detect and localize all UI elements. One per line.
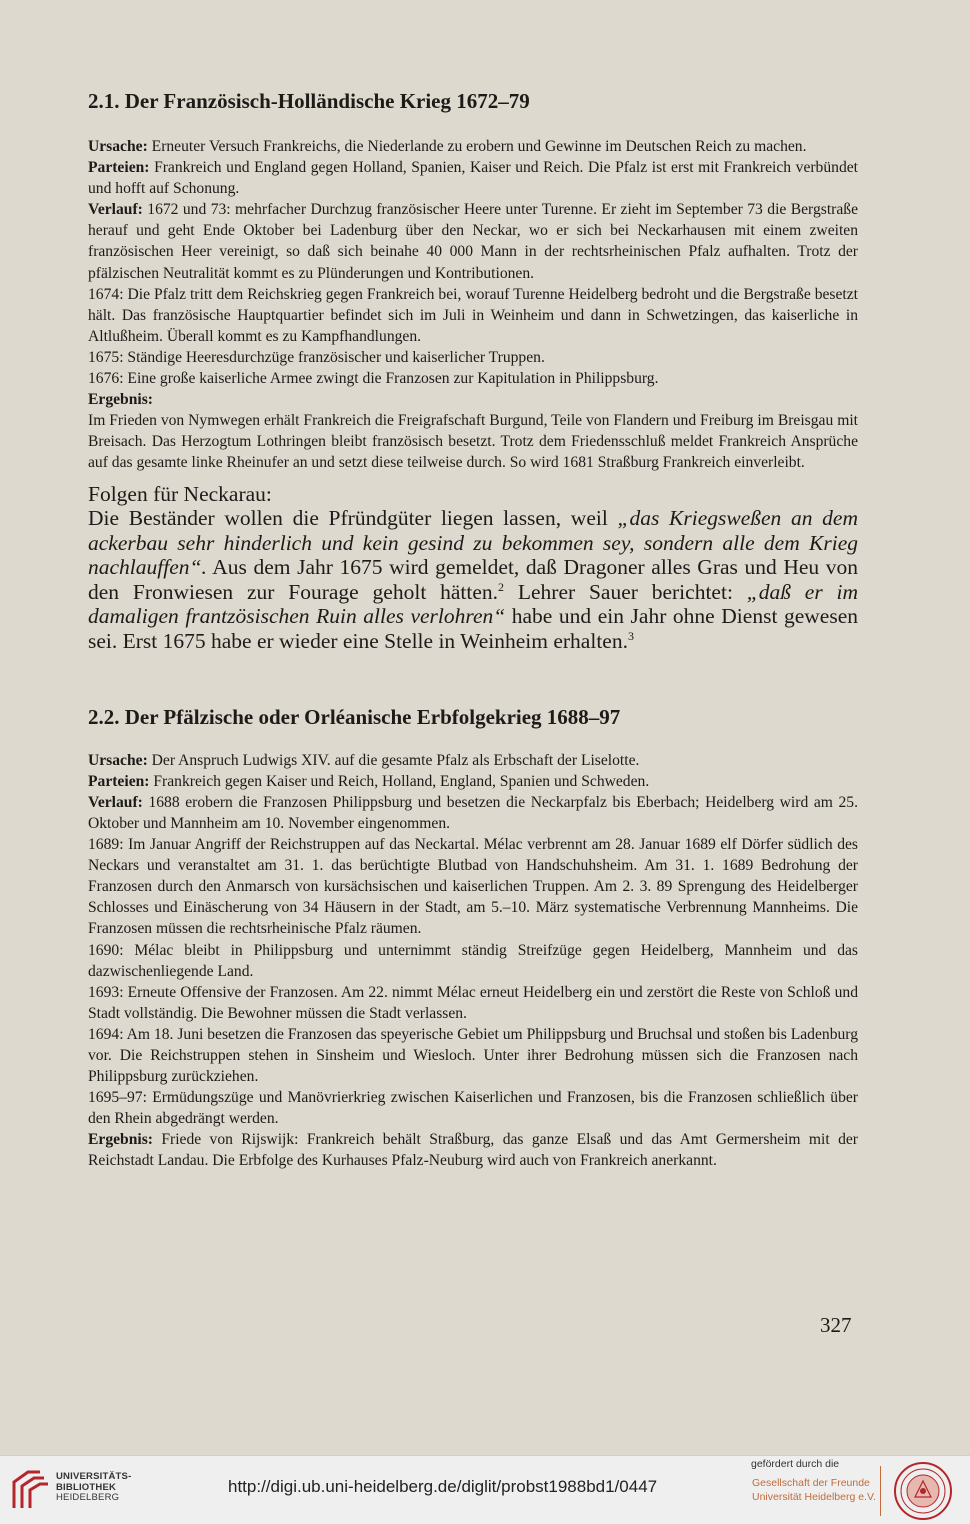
label-verlauf: Verlauf: xyxy=(88,201,143,219)
paragraph-parteien-1 xyxy=(88,157,858,199)
paragraph-ergebnis-1: Im Frieden von Nymwegen erhält Frankreich die Freigrafschaft Burgund, Teile von Flandern und Freiburg im Breisgau mit Breisach. Das Herzogtum Lothringen bleibt französisch besetzt. Trotz dem Friedensschluß meldet Frankreich Ansprüche auf das gesamte linke Rheinufer an und setzt diese teilweise durch. So wird 1681 Straßburg Frankreich einverleibt. xyxy=(88,412,858,472)
footnote-ref-3: 3 xyxy=(627,628,634,643)
folgen-paragraph: Die Beständer wollen die Pfründgüter liegen lassen, weil „das Kriegsweßen an dem ackerbau sehr hinderlich und kein gesind zu bekommen sey, sondern alle dem Krieg nachlauffen“. Aus dem Jahr 1675 wird gemeldet, daß Dragoner alles Gras und Heu von den Fronwiesen zur Fourage geholt hätten.$^2$ Lehrer Sauer berichtet: „daß er im damaligen frantzösischen Ruin alles verlohren“ habe und ein Jahr ohne Dienst gewesen sei. Erst 1675 habe er wieder eine Stelle in Weinheim erhalten.$^3$ xyxy=(88,506,859,654)
paragraph-1674: 1674: Die Pfalz tritt dem Reichskrieg gegen Frankreich bei, worauf Turenne Heidelberg bedroht und die Bergstraße besetzt hält. Das französische Hauptquartier befindet sich im Juli in Weinheim und dann in Schwetzingen, das kaiserliche in Altlußheim. Überall kommt es zu Kampfhandlungen. xyxy=(88,285,858,345)
quote-kriegswesen: „das Kriegsweßen an dem ackerbau sehr hinderlich und kein gesind zu bekommen sey, sondern alle dem Krieg nachlauffen“. xyxy=(88,506,858,580)
footer-bar xyxy=(0,1455,970,1524)
text-ursache: Erneuter Versuch Frankreichs, die Niederlande zu erobern und Gewinne im Deutschen Reich zu machen. xyxy=(147,138,807,155)
paragraph-1689: 1689: Im Januar Angriff der Reichstruppen auf das Neckartal. Mélac verbrennt am 28. Januar 1689 elf Dörfer südlich des Neckars und veranstaltet am 31. 1. das berüchtigte Blutbad von Handschuhsheim. Am 31. 1. 1689 Bedrohung der Franzosen durch den Anmarsch von kursächsischen und kaiserlichen Truppen. Am 2. 3. 89 Sprengung des Heidelberger Schlosses und Einäscherung von 34 Häusern in der Stadt, am 5.–10. März systematische Verbrennung Mannheims. Die Franzosen müssen die rechtsrheinische Pfalz räumen. xyxy=(88,836,858,938)
section-heading-2-2: 2.2. Der Pfälzische oder Orléanische Erbfolgekrieg 1688–97 xyxy=(88,704,621,729)
library-name: UNIVERSITÄTS- BIBLIOTHEK HEIDELBERG xyxy=(56,1471,132,1503)
sponsor-name[interactable]: Gesellschaft der Freunde Universität Heidelberg e.V. xyxy=(752,1477,876,1503)
paragraph-1675: 1675: Ständige Heeresdurchzüge französischer und kaiserlicher Truppen. xyxy=(88,348,545,366)
footnote-ref-2: 2 xyxy=(498,579,505,594)
paragraph-1690: 1690: Mélac bleibt in Philippsburg und unternimmt ständig Streifzüge gegen Heidelberg, Mannheim und das dazwischenliegende Land. xyxy=(88,941,858,980)
library-logo-icon[interactable] xyxy=(10,1468,50,1512)
text-parteien: Frankreich und England gegen Holland, Spanien, Kaiser und Reich. Die Pfalz ist erst mit Frankreich verbündet und hofft auf Schonung. xyxy=(88,159,858,198)
paragraph-verlauf-1 xyxy=(88,199,858,283)
paragraph-ursache-1 xyxy=(88,136,858,157)
university-seal-icon xyxy=(893,1461,953,1521)
paragraph-ursache-2: Ursache: Der Anspruch Ludwigs XIV. auf die gesamte Pfalz als Erbschaft der Liselotte. xyxy=(88,751,640,769)
page-number: 327 xyxy=(820,1313,852,1337)
label-ursache: Ursache: xyxy=(88,138,148,155)
page-content xyxy=(88,88,858,1172)
sponsor-label: gefördert durch die xyxy=(751,1458,840,1470)
paragraph-ergebnis-2: Ergebnis: Friede von Rijswijk: Frankreich behält Straßburg, das ganze Elsaß und das Amt Germersheim mit der Reichstadt Landau. Die Erbfolge des Kurhauses Pfalz-Neuburg wird auch von Frankreich anerkannt. xyxy=(88,1131,858,1170)
section-heading-2-1: 2.1. Der Französisch-Holländische Krieg 1672–79 xyxy=(88,89,530,113)
paragraph-1676: 1676: Eine große kaiserliche Armee zwingt die Franzosen zur Kapitulation in Philippsburg. xyxy=(88,370,659,388)
folgen-title: Folgen für Neckarau: xyxy=(88,481,272,506)
permalink-url[interactable]: http://digi.ub.uni-heidelberg.de/diglit/probst1988bd1/0447 xyxy=(228,1477,658,1496)
paragraph-verlauf-2: Verlauf: 1688 erobern die Franzosen Philippsburg und besetzen die Neckarpfalz bis Eberbach; Heidelberg wird am 25. Oktober und Mannheim am 10. November eingenommen. xyxy=(88,793,858,832)
paragraph-1695-97: 1695–97: Ermüdungszüge und Manövrierkrieg zwischen Kaiserlichen und Franzosen, bis die Franzosen schließlich über den Rhein abgedrängt werden. xyxy=(88,1089,858,1128)
label-parteien: Parteien: xyxy=(88,159,150,177)
label-ergebnis-1: Ergebnis: xyxy=(88,391,153,409)
text-verlauf: 1672 und 73: mehrfacher Durchzug französischer Heere unter Turenne. Er zieht im September 73 die Bergstraße herauf und geht Ende Oktober bei Ladenburg über den Neckar, wo er sich bei Neckarhausen mit einem zweiten französischen Heer vereinigt, so daß sich beinahe 40 000 Mann in der rechtsrheinischen Pfalz aufhalten. Trotz der pfälzischen Neutralität kommt es zu Plünderungen und Kontributionen. xyxy=(88,201,858,282)
footer-divider xyxy=(880,1466,881,1516)
quote-ruin: „daß er im damaligen frantzösischen Ruin alles verlohren“ xyxy=(88,579,859,629)
paragraph-parteien-2: Parteien: Frankreich gegen Kaiser und Reich, Holland, England, Spanien und Schweden. xyxy=(88,772,650,790)
paragraph-1693: 1693: Erneute Offensive der Franzosen. Am 22. nimmt Mélac erneut Heidelberg ein und zerstört die Reste von Schloß und Stadt vollständig. Die Bewohner müssen die Stadt verlassen. xyxy=(88,983,858,1022)
paragraph-1694: 1694: Am 18. Juni besetzen die Franzosen das speyerische Gebiet um Philippsburg und Bruchsal und stoßen bis Ladenburg vor. Die Reichstruppen stehen in Sinsheim und Wiesloch. Unter ihrer Bedrohung müssen sich die Franzosen nach Philippsburg zurückziehen. xyxy=(88,1025,858,1086)
